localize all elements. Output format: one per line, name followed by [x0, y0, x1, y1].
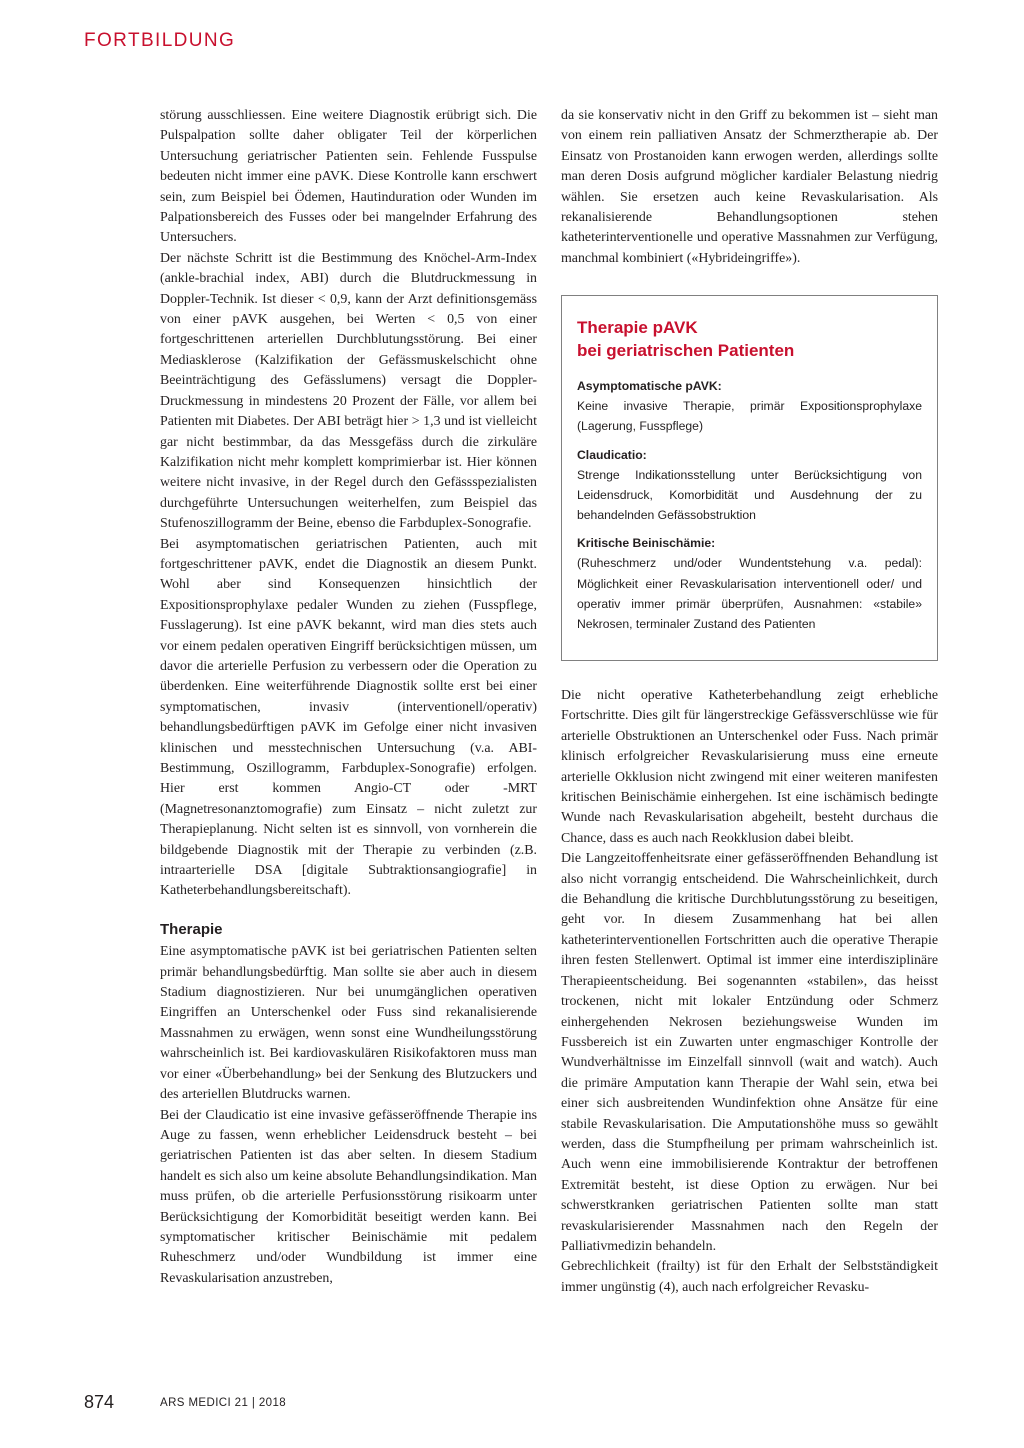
page-number: 874	[84, 1392, 115, 1412]
body-paragraph: störung ausschliessen. Eine weitere Diagnostik erübrigt sich. Die Pulspalpation sollte daher obligater Teil der körperlichen Untersuchung geriatrischer Patienten sein. Fehlende Fusspulse bedeuten nicht immer eine pAVK. Diese Kontrolle kann erschwert sein, zum Beispiel bei Ödemen, Hautinduration oder Wunden im Palpationsbereich des Fusses oder bei mangelnder Erfahrung des Untersuchers.	[160, 108, 537, 246]
box-section-heading: Asymptomatische pAVK:	[577, 379, 722, 393]
box-title-line: Therapie pAVK	[577, 318, 698, 337]
body-paragraph: Bei der Claudicatio ist eine invasive gefässeröffnende Therapie ins Auge zu fassen, wenn erheblicher Leidensdruck besteht – bei geriatrischen Patienten ist das aber selten. In diesem Stadium handelt es sich also um keine absolute Behandlungsindikation. Man muss prüfen, ob die arterielle Perfusionsstörung risikoarm unter Berücksichtigung der Komorbidität beseitigt werden kann. Bei symptomatischer kritischer Beinischämie mit pedalem Ruheschmerz und/oder Wundbildung ist immer eine Revaskularisation anzustreben,	[160, 1107, 537, 1286]
body-paragraph: Gebrechlichkeit (frailty) ist für den Erhalt der Selbstständigkeit immer ungünstig (4), auch nach erfolgreicher Revasku-	[561, 1259, 938, 1295]
box-title	[577, 316, 922, 362]
box-section-heading: Claudicatio:	[577, 447, 647, 462]
page-footer	[84, 1392, 287, 1413]
right-column-bottom	[561, 686, 938, 1298]
box-section-text: Strenge Indikationsstellung unter Berücksichtigung von Leidensdruck, Komorbidität und Ausdehnung der zu behandelnden Gefässobstruktion	[577, 467, 922, 523]
box-section-text: Keine invasive Therapie, primär Expositionsprophylaxe (Lagerung, Fusspflege)	[577, 399, 922, 434]
body-paragraph: da sie konservativ nicht in den Griff zu bekommen ist – sieht man von einem rein palliativen Ansatz der Schmerztherapie ab. Der Einsatz von Prostanoiden kann erwogen werden, allerdings sollte man deren Dosis aufgrund möglicher kardialer Belastung niedrig wählen. Sie ersetzen auch keine Revaskularisation. Als rekanalisierende Behandlungsoptionen stehen katheterinterventionelle und operative Massnahmen zur Verfügung, manchmal kombiniert («Hybrideingriffe»).	[561, 108, 938, 266]
left-column	[160, 106, 537, 1289]
body-paragraph: Eine asymptomatische pAVK ist bei geriatrischen Patienten selten primär behandlungsbedürftig. Man sollte sie aber auch in diesem Stadium diagnostizieren. Nur bei unumgänglichen operativen Eingriffen an Unterschenkel oder Fuss sind rekanalisierende Massnahmen zu erwägen, wenn sonst eine Wundheilungsstörung wahrscheinlich ist. Bei kardiovaskulären Risikofaktoren muss man vor einer «Überbehandlung» bei der Senkung des Blutzuckers und des arteriellen Blutdrucks warnen.	[160, 944, 537, 1103]
body-paragraph: Bei asymptomatischen geriatrischen Patienten, auch mit fortgeschrittener pAVK, endet die Diagnostik an diesem Punkt. Wohl aber sind Konsequenzen hinsichtlich der Expositionsprophylaxe pedaler Wunden zu ziehen (Fusspflege, Fusslagerung). Ist eine pAVK bekannt, wird man dies stets auch vor einem pedalen operativen Eingriff berücksichtigen müssen, um davor die arterielle Perfusion zu verbessern oder die Operation zu überdenken. Eine weiterführende Diagnostik sollte erst bei einer symptomatischen, invasiv (interventionell/operativ) behandlungsbedürftigen pAVK im Gefolge einer nicht invasiven klinischen und messtechnischen Untersuchung (v.a. ABI-Bestimmung, Oszillogramm, Farbduplex-Sonografie) erfolgen. Hier erst kommen Angio-CT oder -MRT (Magnetresonanztomografie) zum Einsatz – nicht zuletzt zur Therapieplanung. Nicht selten ist es sinnvoll, von vornherein die bildgebende Diagnostik mit der Therapie zu verbinden (z.B. intraarterielle DSA [digitale Subtraktionsangiografie] in Katheterbehandlungsbereitschaft).	[160, 536, 537, 899]
therapy-subheading: Therapie	[160, 920, 223, 938]
right-column-top	[561, 106, 938, 269]
section-header: FORTBILDUNG	[84, 30, 236, 51]
body-paragraph: Die nicht operative Katheterbehandlung zeigt erhebliche Fortschritte. Dies gilt für längerstreckige Gefässverschlüsse wie für arterielle Obstruktionen an Unterschenkel oder Fuss. Nach primär klinisch erfolgreicher Revaskularisierung muss eine erneute arterielle Okklusion nicht zwingend mit einer weiteren manifesten kritischen Beinischämie einhergehen. Ist eine ischämisch bedingte Wunde nach Revaskularisation abgeheilt, besteht durchaus die Chance, dass es auch nach Reokklusion dabei bleibt.	[561, 688, 938, 846]
body-paragraph: Der nächste Schritt ist die Bestimmung des Knöchel-Arm-Index (ankle-brachial index, ABI) durch die Blutdruckmessung in Doppler-Technik. Ist dieser < 0,9, kann der Arzt definitionsgemäss von einer pAVK ausgehen, bei Werten < 0,5 von einer fortgeschrittenen arteriellen Durchblutungsstörung. Bei einer Mediasklerose (Kalzifikation der Gefässmuskelschicht ohne Beeinträchtigung des Gefässlumens) versagt die Doppler-Druckmessung in mindestens 20 Prozent der Fälle, vor allem bei Patienten mit Diabetes. Der ABI beträgt hier > 1,3 und ist vielleicht gar nicht bestimmbar, da das Messgefäss durch die zirkuläre Kalzifikation nicht mehr komplett komprimierbar ist. Hier können weitere nicht invasive, in der Regel durch den Gefässspezialisten durchgeführte Untersuchungen weiterhelfen, zum Beispiel das Stufenoszillogramm der Beine, ebenso die Farbduplex-Sonografie.	[160, 250, 537, 532]
summary-box	[561, 295, 938, 661]
box-title-line: bei geriatrischen Patienten	[577, 341, 795, 360]
journal-citation: ARS MEDICI 21 | 2018	[160, 1397, 287, 1409]
box-section-text: (Ruheschmerz und/oder Wundentstehung v.a. pedal): Möglichkeit einer Revaskularisation interventionell oder/ und operativ immer primär überprüfen, Ausnahmen: «stabile» Nekrosen, terminaler Zustand des Patienten	[577, 556, 922, 632]
box-section-heading: Kritische Beinischämie:	[577, 536, 716, 551]
body-paragraph: Die Langzeitoffenheitsrate einer gefässeröffnenden Behandlung ist also nicht vorrangig entscheidend. Die Wahrscheinlichkeit, durch die Behandlung die kritische Durchblutungsstörung zu beseitigen, geht vor. In diesem Zusammenhang hat bei allen katheterinterventionellen Fortschritten auch die operative Therapie ihren festen Stellenwert. Optimal ist immer eine interdisziplinäre Therapieentscheidung. Bei sogenannten «stabilen», das heisst trockenen, nicht mit lokaler Entzündung oder Schmerz einhergehenden Nekrosen beziehungsweise Wunden im Fussbereich ist ein Zuwarten unter engmaschiger Kontrolle der Wundverhältnisse im Einzelfall sinnvoll (wait and watch). Auch die primäre Amputation kann Therapie der Wahl sein, etwa bei einer sich ausbreitenden Wundinfektion ohne Ansätze für eine stabile Revaskularisation. Die Amputationshöhe muss so gewählt werden, dass die Stumpfheilung per primam wahrscheinlich ist. Auch wenn eine immobilisierende Kontraktur der betroffenen Extremität besteht, ist diese Option zu erwägen. Nur bei schwerstkranken geriatrischen Patienten sollte man statt revaskularisierender Massnahmen nach den Regeln der Palliativmedizin behandeln.	[561, 851, 938, 1254]
